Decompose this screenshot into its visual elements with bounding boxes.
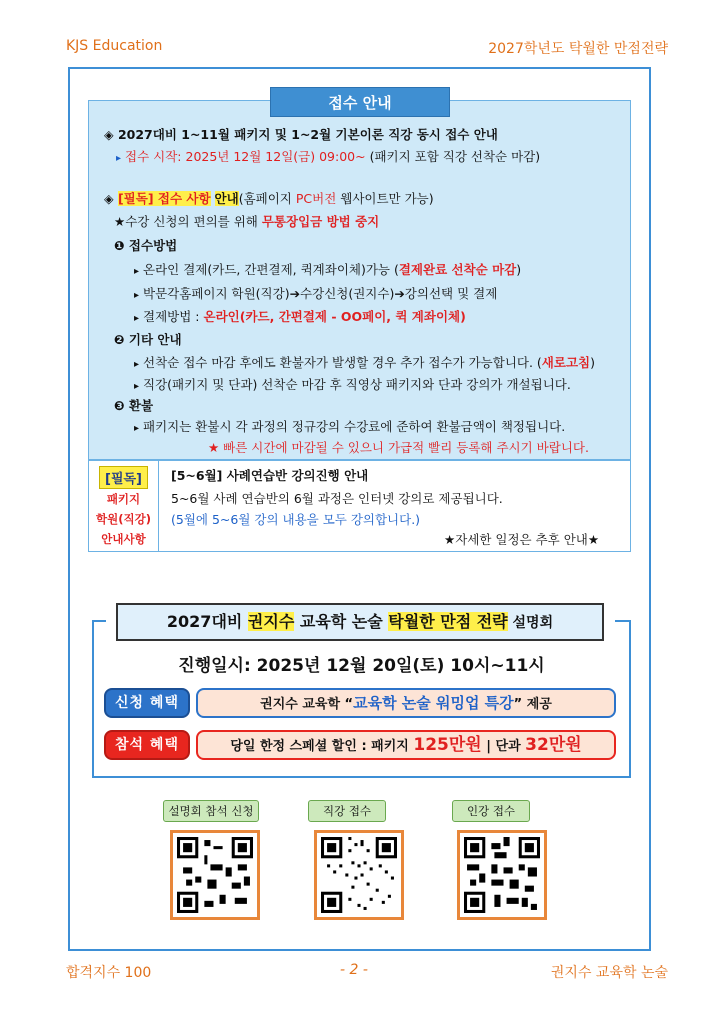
benefit1-body [196, 688, 616, 718]
benefit2-label: 참석 혜택 [104, 730, 190, 760]
qr-code-online-icon [464, 837, 540, 913]
s2-a2: 새로고침 [541, 355, 591, 370]
benefit1-b: 교육학 논술 워밍업 특강 [353, 694, 514, 712]
triangle-icon: ▸ [134, 313, 140, 324]
s2-a1: 선착순 접수 마감 후에도 환불자가 발생할 경우 추가 접수가 가능합니다. ( [143, 355, 542, 370]
notice-start [116, 148, 540, 168]
qr-label-session: 설명회 참석 신청 [163, 800, 259, 822]
s2-a3: ) [590, 355, 595, 370]
session-date: 진행일시: 2025년 12월 20일(토) 10시~11시 [178, 656, 545, 676]
benefit2-b: 125만원 [413, 735, 482, 755]
session-border-left [92, 620, 106, 622]
s1-a3: ) [516, 262, 522, 277]
benefit2-a: 당일 한정 스페셜 할인 : 패키지 [230, 739, 414, 754]
footer-left: 합격지수 100 [66, 965, 152, 981]
warning-line: ★ 빠른 시간에 마감될 수 있으니 가급적 빨리 등록해 주시기 바랍니다. [208, 440, 589, 455]
s2-b-text: 직강(패키지 및 단과) 선착순 마감 후 직영상 패키지와 단과 강의가 개설됩니다. [143, 377, 571, 392]
s2-a [134, 354, 595, 374]
qr-code-offline[interactable] [314, 830, 404, 920]
package-notice-side [89, 461, 159, 551]
page-number: - 2 - [340, 962, 368, 978]
triangle-icon: ▸ [134, 290, 140, 301]
session-title-a: 2027대비 [166, 612, 248, 631]
triangle-icon: ▸ [134, 359, 140, 370]
triangle-icon: ▸ [134, 423, 140, 434]
must-label: [필독] 접수 사항 [117, 191, 211, 206]
start-label: 접수 시작: 2025년 12월 12일(금) 09:00~ [125, 149, 366, 164]
notice-must [104, 190, 434, 208]
s1-c [134, 308, 466, 328]
must-note-b: PC버전 [295, 191, 337, 206]
benefit2-body [196, 730, 616, 760]
side-label-2: 학원(직강) [96, 512, 151, 526]
package-notice-line1: 5~6월 사례 연습반의 6월 과정은 인터넷 강의로 제공됩니다. [171, 491, 503, 506]
triangle-icon: ▸ [134, 266, 140, 277]
header-brand: KJS Education [66, 38, 163, 54]
session-title [116, 603, 604, 641]
triangle-icon: ▸ [134, 381, 140, 392]
qr-code-online[interactable] [457, 830, 547, 920]
side-label-3: 안내사항 [101, 532, 146, 546]
session-title-c: 교육학 논술 [294, 612, 389, 631]
package-notice-line3: ★자세한 일정은 추후 안내★ [444, 532, 600, 547]
s1-title: ❶ 접수방법 [114, 238, 178, 253]
must-label2: 안내 [214, 191, 239, 206]
notice-tab: 접수 안내 [270, 87, 450, 117]
start-note: (패키지 포함 직강 선착순 마감) [369, 149, 541, 164]
s3-title: ❸ 환불 [114, 398, 154, 413]
star-line-b: 무통장입금 방법 중지 [261, 214, 380, 229]
triangle-icon: ▸ [116, 153, 122, 164]
s3-a-text: 패키지는 환불시 각 과정의 정규강의 수강료에 준하여 환불금액이 책정됩니다. [143, 419, 566, 434]
qr-code-session-icon [177, 837, 253, 913]
header-title: 2027학년도 탁월한 만점전략 [488, 41, 668, 57]
must-prefix: ◈ [104, 191, 118, 206]
qr-label-offline: 직강 접수 [308, 800, 386, 822]
package-notice [88, 460, 631, 552]
s1-b [134, 285, 497, 305]
s1-a1: 온라인 결제(카드, 간편결제, 퀵계좌이체)가능 ( [143, 262, 399, 277]
benefit1-a: 권지수 교육학 “ [260, 697, 354, 712]
session-border-right [615, 620, 631, 622]
s2-b [134, 376, 571, 396]
must-note-a: (홈페이지 [238, 191, 296, 206]
session-title-d: 탁월한 만점 전략 [388, 612, 508, 631]
qr-label-online: 인강 접수 [452, 800, 530, 822]
benefit2-d: 32만원 [525, 735, 582, 755]
s1-b-text: 박문각홈페이지 학원(직강)➔수강신청(권지수)➔강의선택 및 결제 [143, 286, 498, 301]
qr-code-offline-icon [321, 837, 397, 913]
benefit1-label: 신청 혜택 [104, 688, 190, 718]
side-label-1: 패키지 [106, 492, 141, 506]
s2-title: ❷ 기타 안내 [114, 332, 182, 347]
benefit1-c: ” 제공 [513, 697, 552, 712]
qr-code-session[interactable] [170, 830, 260, 920]
footer-right: 권지수 교육학 논술 [550, 965, 668, 981]
session-title-e: 설명회 [507, 615, 554, 631]
benefit2-c: | 단과 [481, 739, 526, 754]
s1-c2: 온라인(카드, 간편결제 - OO페이, 퀵 계좌이체) [203, 309, 466, 324]
star-line-a: ★수강 신청의 편의를 위해 [114, 214, 262, 229]
session-title-b: 권지수 [247, 612, 295, 631]
package-notice-title: [5~6월] 사례연습반 강의진행 안내 [171, 468, 369, 483]
must-note-c: 웹사이트만 가능) [336, 191, 434, 206]
required-badge: [필독] [99, 466, 148, 489]
package-notice-line2: (5월에 5~6월 강의 내용을 모두 강의합니다.) [171, 512, 421, 527]
notice-line1: ◈ 2027대비 1~11월 패키지 및 1~2월 기본이론 직강 동시 접수 안내 [104, 127, 498, 142]
s1-c1: 결제방법 : [143, 309, 204, 324]
s3-a [134, 418, 565, 438]
star-line [114, 213, 379, 231]
s1-a2: 결제완료 선착순 마감 [398, 262, 517, 277]
s1-a [134, 261, 521, 281]
